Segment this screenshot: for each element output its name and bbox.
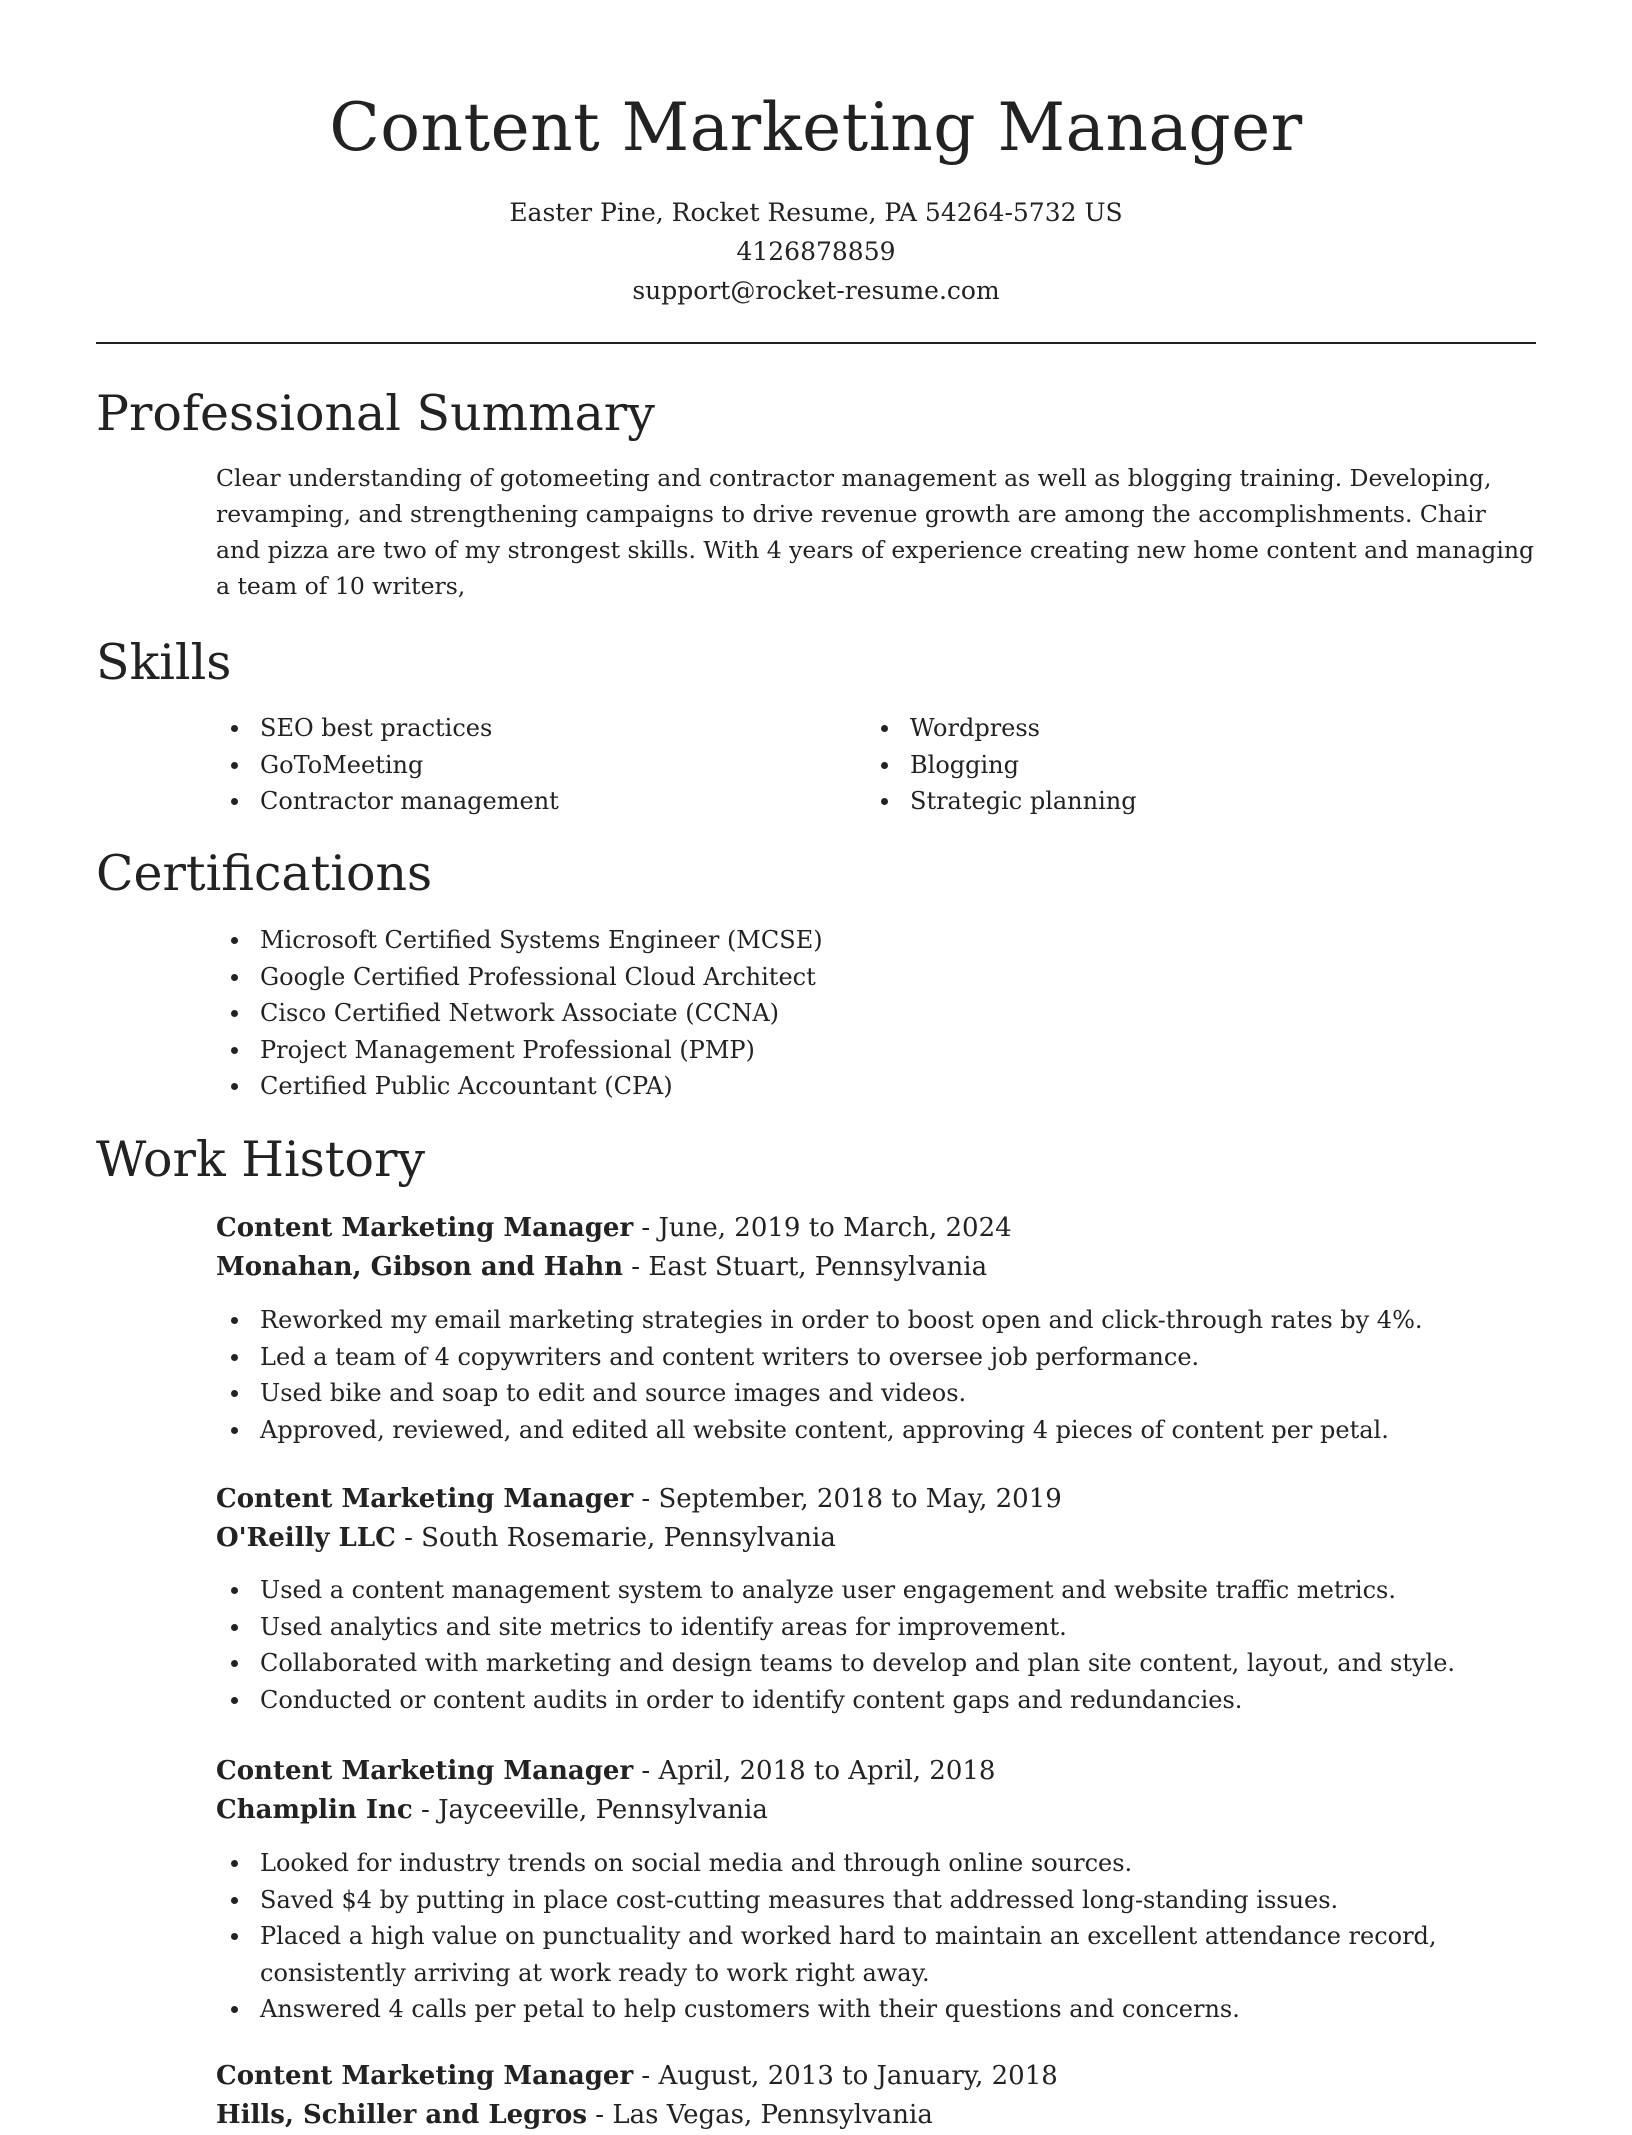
contact-block	[96, 193, 1536, 310]
skills-heading: Skills	[96, 634, 232, 691]
contact-address: Easter Pine, Rocket Resume, PA 54264-5732 US	[509, 198, 1123, 227]
job-title: Content Marketing Manager	[216, 1756, 634, 1786]
summary-heading: Professional Summary	[96, 385, 655, 442]
skill-item: Contractor management	[216, 783, 856, 820]
job-bullet: Placed a high value on punctuality and worked hard to maintain an excellent attendance record, consistently arriving at work ready to work right away.	[216, 1918, 1536, 1991]
job-title: Content Marketing Manager	[216, 1213, 634, 1243]
certification-item: Project Management Professional (PMP)	[216, 1032, 1536, 1069]
job-bullet: Answered 4 calls per petal to help customers with their questions and concerns.	[216, 1991, 1536, 2028]
job-bullet: Used bike and soap to edit and source images and videos.	[216, 1375, 1536, 1412]
job-company: Hills, Schiller and Legros	[216, 2100, 588, 2130]
certification-item: Cisco Certified Network Associate (CCNA)	[216, 995, 1536, 1032]
certifications-list	[216, 922, 1536, 1105]
summary-text: Clear understanding of gotomeeting and contractor management as well as blogging training. Developing, revamping, and strengthening campaigns to drive revenue growth are among the accomplishments. Chair and pizza are two of my strongest skills. With 4 years of experience creating new home content and managing a team of 10 writers,	[216, 464, 1535, 600]
job-dates: - June, 2019 to March, 2024	[633, 1213, 1012, 1243]
job-bullet: Used a content management system to analyze user engagement and website traffic metrics.	[216, 1572, 1536, 1609]
job-bullets	[216, 1572, 1536, 1718]
job-entry-header	[216, 1480, 1536, 1558]
job-title: Content Marketing Manager	[216, 1484, 634, 1514]
contact-email: support@rocket-resume.com	[632, 276, 1000, 305]
certifications-heading: Certifications	[96, 845, 433, 902]
certification-item: Certified Public Accountant (CPA)	[216, 1068, 1536, 1105]
skill-item: Blogging	[866, 747, 1506, 784]
skill-item: Wordpress	[866, 710, 1506, 747]
job-dates: - August, 2013 to January, 2018	[633, 2061, 1058, 2091]
job-entry-header	[216, 1209, 1536, 1287]
job-bullets	[216, 1302, 1536, 1448]
job-bullet: Approved, reviewed, and edited all website content, approving 4 pieces of content per petal.	[216, 1412, 1536, 1449]
job-location: - South Rosemarie, Pennsylvania	[395, 1523, 836, 1553]
job-bullet: Led a team of 4 copywriters and content writers to oversee job performance.	[216, 1339, 1536, 1376]
resume-name: Content Marketing Manager	[329, 89, 1303, 166]
job-title: Content Marketing Manager	[216, 2061, 634, 2091]
job-company: Champlin Inc	[216, 1795, 413, 1825]
job-company: O'Reilly LLC	[216, 1523, 396, 1553]
job-bullet: Reworked my email marketing strategies in order to boost open and click-through rates by 4%.	[216, 1302, 1536, 1339]
job-bullet: Collaborated with marketing and design teams to develop and plan site content, layout, and style.	[216, 1645, 1536, 1682]
skill-item: Strategic planning	[866, 783, 1506, 820]
header-divider	[96, 342, 1536, 344]
job-dates: - April, 2018 to April, 2018	[633, 1756, 996, 1786]
resume-page	[96, 0, 1536, 2130]
job-entry-header	[216, 2057, 1536, 2135]
certification-item: Google Certified Professional Cloud Architect	[216, 959, 1536, 996]
certification-item: Microsoft Certified Systems Engineer (MCSE)	[216, 922, 1536, 959]
job-bullets	[216, 1845, 1536, 2028]
job-entry-header	[216, 1752, 1536, 1830]
job-bullet: Saved $4 by putting in place cost-cutting measures that addressed long-standing issues.	[216, 1882, 1536, 1919]
job-location: - Las Vegas, Pennsylvania	[587, 2100, 933, 2130]
skills-list-left	[216, 710, 856, 820]
work-history-heading: Work History	[96, 1131, 426, 1188]
job-location: - East Stuart, Pennsylvania	[623, 1252, 988, 1282]
skill-item: GoToMeeting	[216, 747, 856, 784]
job-dates: - September, 2018 to May, 2019	[633, 1484, 1062, 1514]
job-bullet: Looked for industry trends on social media and through online sources.	[216, 1845, 1536, 1882]
contact-phone: 4126878859	[736, 237, 896, 266]
job-company: Monahan, Gibson and Hahn	[216, 1252, 624, 1282]
job-location: - Jayceeville, Pennsylvania	[412, 1795, 768, 1825]
skill-item: SEO best practices	[216, 710, 856, 747]
job-bullet: Conducted or content audits in order to identify content gaps and redundancies.	[216, 1682, 1536, 1719]
job-bullet: Used analytics and site metrics to identify areas for improvement.	[216, 1609, 1536, 1646]
skills-list-right	[866, 710, 1506, 820]
